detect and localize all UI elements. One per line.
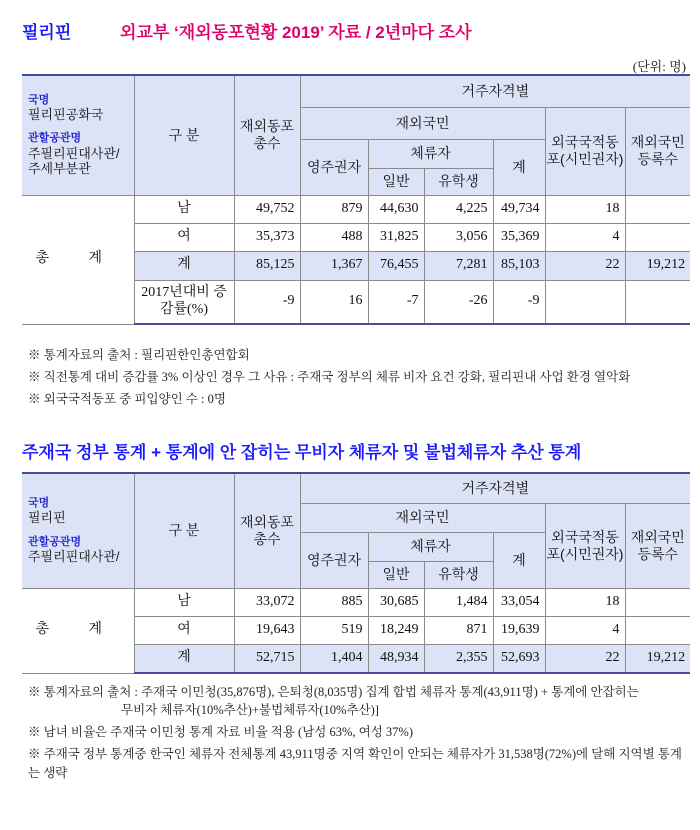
cell-foreign: 22 — [545, 644, 625, 673]
note-continuation: 무비자 체류자(10%추산)+불법체류자(10%추산)] — [121, 703, 379, 718]
cell-general: 76,455 — [368, 251, 424, 280]
header-permanent: 영주권자 — [300, 532, 368, 588]
office-label: 관할공관명 — [28, 132, 82, 145]
cell-student: 4,225 — [424, 195, 493, 223]
office-value-1: 주필리핀대사관/ — [28, 145, 120, 161]
row-label: 계 — [134, 251, 234, 280]
group-label: 총 계 — [22, 195, 134, 324]
row-label: 남 — [134, 195, 234, 223]
cell-subtotal: -9 — [493, 280, 545, 324]
cell-student: 3,056 — [424, 223, 493, 251]
note: ※ 주재국 정부 통계중 한국인 체류자 전체통계 43,911명중 지역 확인이 안되는 체류자가 31,538명(72%)에 달해 지역별 통계는 생략 — [28, 747, 682, 780]
header-division: 구 분 — [134, 473, 234, 588]
country-value: 필리핀공화국 — [28, 106, 104, 122]
cell-registered — [625, 195, 690, 223]
header-division: 구 분 — [134, 75, 234, 195]
header-korean-nationals: 재외국민 — [300, 107, 545, 139]
stats-table-2 — [22, 472, 690, 674]
cell-subtotal: 52,693 — [493, 644, 545, 673]
notes-2 — [28, 683, 693, 786]
note: ※ 통계자료의 출처 : 필리핀한인총연합회 — [28, 348, 250, 362]
office-value-1: 주필리핀대사관/ — [28, 548, 120, 564]
header-korean-nationals: 재외국민 — [300, 503, 545, 532]
note: ※ 외국국적동포 중 피입양인 수 : 0명 — [28, 392, 226, 407]
country-label: 국명 — [28, 93, 50, 106]
row-label: 남 — [134, 588, 234, 616]
notes-1 — [28, 346, 630, 412]
header-sojourner: 체류자 — [368, 532, 493, 561]
cell-registered — [625, 223, 690, 251]
header-subtotal: 계 — [493, 532, 545, 588]
cell-registered — [625, 588, 690, 616]
cell-registered — [625, 280, 690, 324]
cell-student: 1,484 — [424, 588, 493, 616]
row-label: 여 — [134, 223, 234, 251]
cell-total: 35,373 — [234, 223, 300, 251]
cell-permanent: 879 — [300, 195, 368, 223]
cell-subtotal: 85,103 — [493, 251, 545, 280]
cell-permanent: 488 — [300, 223, 368, 251]
header-residence: 거주자격별 — [300, 473, 690, 503]
note: ※ 남녀 비율은 주재국 이민청 통계 자료 비율 적용 (남성 63%, 여성 37%) — [28, 725, 414, 740]
section1-title — [22, 18, 472, 43]
country-value: 필리핀 — [28, 510, 66, 526]
note: ※ 직전통계 대비 증감률 3% 이상인 경우 그 사유 : 주재국 정부의 체류 비자 요건 강화, 필리핀내 사업 환경 열악화 — [28, 370, 631, 385]
cell-foreign: 18 — [545, 195, 625, 223]
section1-subtitle: 외교부 ‘재외동포현황 2019’ 자료 / 2년마다 조사 — [120, 23, 472, 42]
cell-total: 85,125 — [234, 251, 300, 280]
cell-registered: 19,212 — [625, 644, 690, 673]
cell-student: 871 — [424, 616, 493, 644]
cell-registered — [625, 616, 690, 644]
cell-permanent: 885 — [300, 588, 368, 616]
cell-permanent: 519 — [300, 616, 368, 644]
office-label: 관할공관명 — [28, 535, 82, 548]
table2-meta-cell — [22, 473, 134, 588]
section1-country: 필리핀 — [22, 23, 72, 42]
cell-general: 18,249 — [368, 616, 424, 644]
header-foreign-citizens: 외국국적동포(시민권자) — [545, 107, 625, 195]
cell-foreign: 22 — [545, 251, 625, 280]
cell-foreign — [545, 280, 625, 324]
cell-student: 7,281 — [424, 251, 493, 280]
cell-subtotal: 49,734 — [493, 195, 545, 223]
header-student: 유학생 — [424, 561, 493, 588]
cell-total: 49,752 — [234, 195, 300, 223]
header-sojourner: 체류자 — [368, 139, 493, 168]
cell-student: 2,355 — [424, 644, 493, 673]
cell-general: 30,685 — [368, 588, 424, 616]
note: ※ 통계자료의 출처 : 주재국 이민청(35,876명), 은퇴청(8,035명) 집계 합법 체류자 통계(43,911명) + 통계에 안잡히는 — [28, 685, 639, 699]
section2-title: 주재국 정부 통계 + 통계에 안 잡히는 무비자 체류자 및 불법체류자 추산 통계 — [22, 443, 582, 462]
header-total: 재외동포총수 — [234, 75, 300, 195]
cell-foreign: 4 — [545, 223, 625, 251]
cell-student: -26 — [424, 280, 493, 324]
cell-subtotal: 33,054 — [493, 588, 545, 616]
cell-permanent: 16 — [300, 280, 368, 324]
cell-permanent: 1,404 — [300, 644, 368, 673]
row-label: 계 — [134, 644, 234, 673]
cell-subtotal: 35,369 — [493, 223, 545, 251]
country-label: 국명 — [28, 496, 50, 509]
cell-general: 44,630 — [368, 195, 424, 223]
cell-total: 52,715 — [234, 644, 300, 673]
header-general: 일반 — [368, 168, 424, 195]
header-subtotal: 계 — [493, 139, 545, 195]
cell-permanent: 1,367 — [300, 251, 368, 280]
row-label: 2017년대비 증감률(%) — [134, 280, 234, 324]
cell-foreign: 18 — [545, 588, 625, 616]
header-general: 일반 — [368, 561, 424, 588]
office-value-2: 주세부분관 — [28, 161, 91, 177]
header-permanent: 영주권자 — [300, 139, 368, 195]
cell-subtotal: 19,639 — [493, 616, 545, 644]
group-label: 총 계 — [22, 588, 134, 673]
header-registered: 재외국민등록수 — [625, 503, 690, 588]
cell-total: 33,072 — [234, 588, 300, 616]
cell-total: 19,643 — [234, 616, 300, 644]
cell-general: -7 — [368, 280, 424, 324]
header-foreign-citizens: 외국국적동포(시민권자) — [545, 503, 625, 588]
stats-table-1 — [22, 74, 690, 325]
cell-general: 48,934 — [368, 644, 424, 673]
row-label: 여 — [134, 616, 234, 644]
header-residence: 거주자격별 — [300, 75, 690, 107]
unit-label: (단위: 명) — [632, 59, 686, 74]
cell-total: -9 — [234, 280, 300, 324]
header-total: 재외동포총수 — [234, 473, 300, 588]
cell-foreign: 4 — [545, 616, 625, 644]
header-student: 유학생 — [424, 168, 493, 195]
table1-meta-cell — [22, 75, 134, 195]
cell-general: 31,825 — [368, 223, 424, 251]
cell-registered: 19,212 — [625, 251, 690, 280]
header-registered: 재외국민등록수 — [625, 107, 690, 195]
